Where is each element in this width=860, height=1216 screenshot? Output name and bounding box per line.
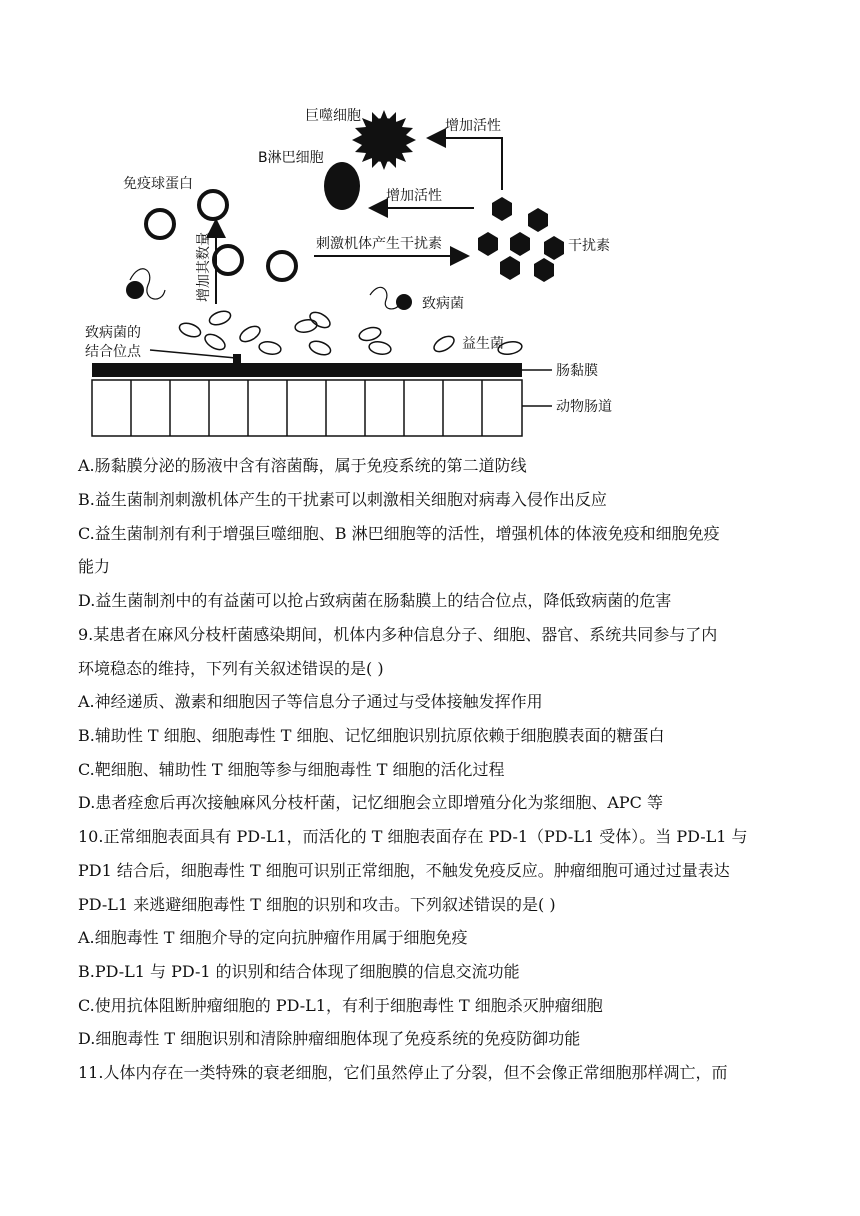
interferon-label: 干扰素 [568, 238, 610, 254]
binding-site-label-2: 结合位点 [85, 344, 141, 360]
stimulate-interferon-label: 刺激机体产生干扰素 [316, 236, 442, 252]
increase-activity-label-1: 增加活性 [445, 118, 501, 134]
option-10c: C.使用抗体阻断肿瘤细胞的 PD-L1，有利于细胞毒性 T 细胞杀灭肿瘤细胞 [78, 996, 603, 1015]
question-10-cont-2: PD-L1 来逃避细胞毒性 T 细胞的识别和攻击。下列叙述错误的是( ) [78, 895, 556, 914]
option-10d: D.细胞毒性 T 细胞识别和清除肿瘤细胞体现了免疫系统的免疫防御功能 [78, 1029, 581, 1048]
binding-site-pointer [150, 350, 236, 358]
question-9-cont: 环境稳态的维持，下列有关叙述错误的是( ) [78, 659, 384, 678]
pathogen-right [370, 287, 412, 310]
b-lymphocyte-cell [324, 162, 360, 210]
increase-number-label: 增加其数量 [196, 232, 212, 302]
arrow-increase-activity-macrophage [430, 138, 502, 190]
question-9: 9.某患者在麻风分枝杆菌感染期间，机体内多种信息分子、细胞、器官、系统共同参与了内 [78, 625, 718, 644]
probiotic-label: 益生菌 [462, 336, 504, 352]
option-8c-cont: 能力 [78, 557, 111, 576]
animal-intestine-label: 动物肠道 [556, 399, 612, 415]
macrophage-cell [352, 110, 416, 170]
interferon-group [478, 197, 564, 282]
immune-probiotic-diagram [70, 90, 630, 445]
option-9d: D.患者痊愈后再次接触麻风分枝杆菌，记忆细胞会立即增殖分化为浆细胞、APC 等 [78, 793, 663, 812]
pathogen-label: 致病菌 [422, 296, 464, 312]
option-9c: C.靶细胞、辅助性 T 细胞等参与细胞毒性 T 细胞的活化过程 [78, 760, 505, 779]
option-8c: C.益生菌制剂有利于增强巨噬细胞、B 淋巴细胞等的活性，增强机体的体液免疫和细胞免疫 [78, 524, 720, 543]
option-10b: B.PD-L1 与 PD-1 的识别和结合体现了细胞膜的信息交流功能 [78, 962, 520, 981]
question-10-cont-1: PD1 结合后，细胞毒性 T 细胞可识别正常细胞，不触发免疫反应。肿瘤细胞可通过过量表达 [78, 861, 730, 880]
intestinal-mucosa [92, 363, 522, 377]
question-11: 11.人体内存在一类特殊的衰老细胞，它们虽然停止了分裂，但不会像正常细胞那样凋亡，而 [78, 1063, 728, 1082]
binding-site-marker [233, 354, 241, 363]
macrophage-label: 巨噬细胞 [305, 108, 361, 124]
option-10a: A.细胞毒性 T 细胞介导的定向抗肿瘤作用属于细胞免疫 [78, 928, 468, 947]
option-8a: A.肠黏膜分泌的肠液中含有溶菌酶，属于免疫系统的第二道防线 [78, 456, 527, 475]
increase-activity-label-2: 增加活性 [386, 188, 442, 204]
b-lymphocyte-label: B淋巴细胞 [258, 150, 324, 166]
option-9b: B.辅助性 T 细胞、细胞毒性 T 细胞、记忆细胞识别抗原依赖于细胞膜表面的糖蛋白 [78, 726, 665, 745]
intestine-cells [92, 380, 522, 436]
immunoglobulin-group [146, 191, 296, 280]
binding-site-label: 致病菌的 [85, 325, 141, 341]
pathogen-left [126, 269, 165, 299]
option-8b: B.益生菌制剂刺激机体产生的干扰素可以刺激相关细胞对病毒入侵作出反应 [78, 490, 607, 509]
immunoglobulin-label: 免疫球蛋白 [123, 176, 193, 192]
option-9a: A.神经递质、激素和细胞因子等信息分子通过与受体接触发挥作用 [78, 692, 543, 711]
question-10: 10.正常细胞表面具有 PD-L1，而活化的 T 细胞表面存在 PD-1（PD-L1 受体）。当 PD-L1 与 [78, 827, 748, 846]
option-8d: D.益生菌制剂中的有益菌可以抢占致病菌在肠黏膜上的结合位点，降低致病菌的危害 [78, 591, 672, 610]
intestinal-mucosa-label: 肠黏膜 [556, 363, 598, 379]
